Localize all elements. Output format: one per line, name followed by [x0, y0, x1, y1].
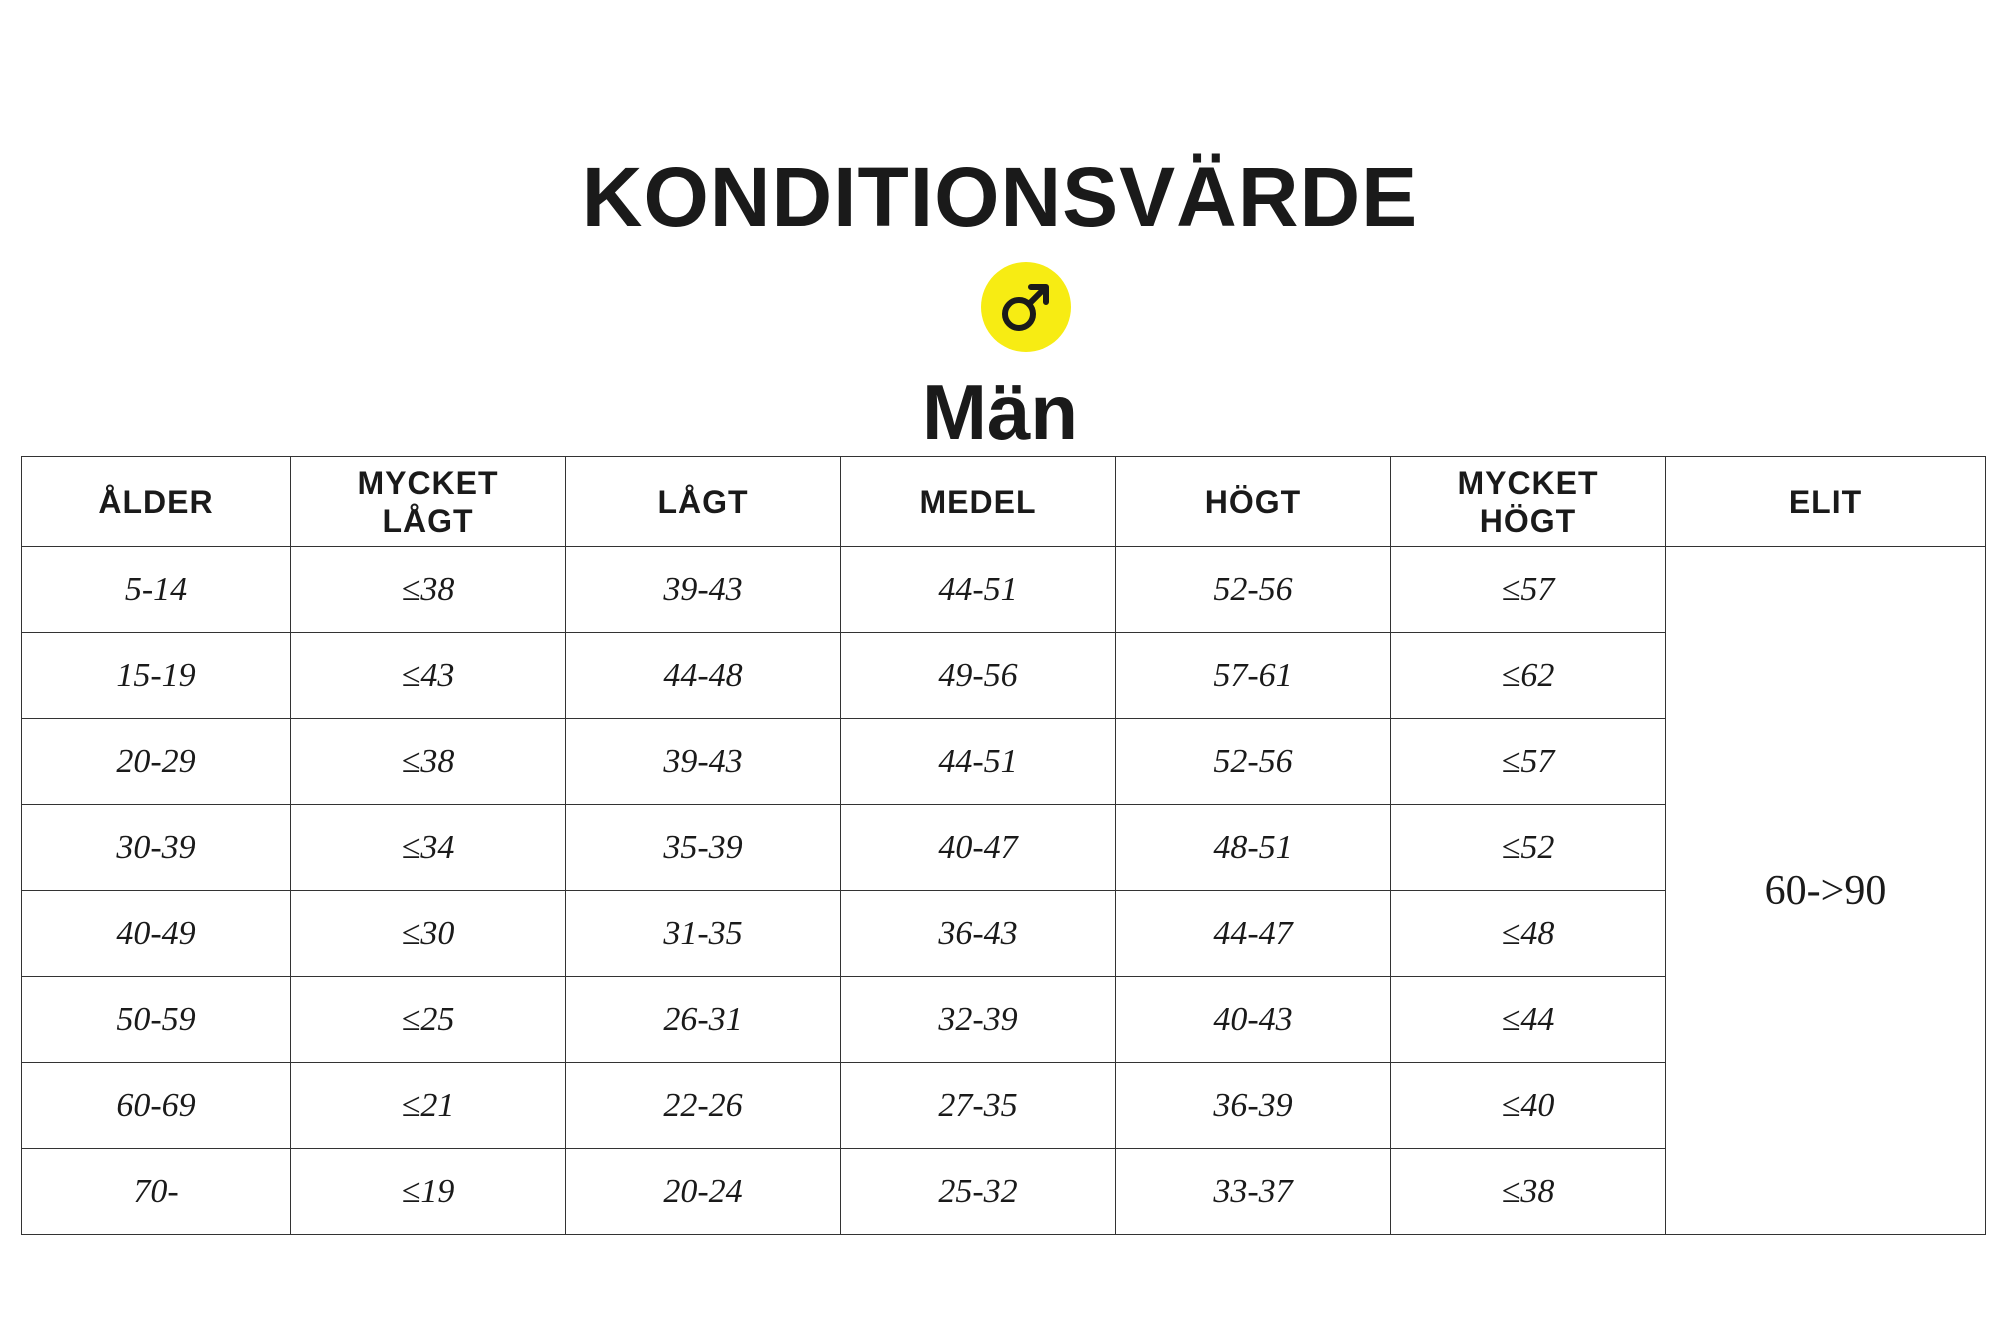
cell-age: 30-39: [22, 805, 291, 891]
cell-very-low: ≤38: [291, 547, 566, 633]
header-high: HÖGT: [1116, 457, 1391, 547]
cell-low: 44-48: [566, 633, 841, 719]
header-very-low: MYCKET LÅGT: [291, 457, 566, 547]
cell-low: 39-43: [566, 547, 841, 633]
cell-very-low: ≤25: [291, 977, 566, 1063]
male-icon: [981, 262, 1071, 352]
cell-very-high: ≤57: [1391, 547, 1666, 633]
cell-medium: 49-56: [841, 633, 1116, 719]
table-row: [22, 547, 1986, 633]
table-header-row: [22, 457, 1986, 547]
cell-low: 22-26: [566, 1063, 841, 1149]
header-age: ÅLDER: [22, 457, 291, 547]
cell-age: 50-59: [22, 977, 291, 1063]
cell-low: 35-39: [566, 805, 841, 891]
cell-high: 48-51: [1116, 805, 1391, 891]
cell-high: 36-39: [1116, 1063, 1391, 1149]
cell-high: 33-37: [1116, 1149, 1391, 1235]
header-very-high: MYCKET HÖGT: [1391, 457, 1666, 547]
cell-high: 44-47: [1116, 891, 1391, 977]
cell-age: 40-49: [22, 891, 291, 977]
cell-medium: 40-47: [841, 805, 1116, 891]
cell-elite: 60->90: [1666, 547, 1986, 1235]
cell-medium: 27-35: [841, 1063, 1116, 1149]
cell-age: 20-29: [22, 719, 291, 805]
cell-low: 31-35: [566, 891, 841, 977]
cell-very-low: ≤38: [291, 719, 566, 805]
cell-age: 15-19: [22, 633, 291, 719]
cell-very-high: ≤62: [1391, 633, 1666, 719]
cell-low: 26-31: [566, 977, 841, 1063]
cell-medium: 44-51: [841, 547, 1116, 633]
cell-very-high: ≤57: [1391, 719, 1666, 805]
header-low: LÅGT: [566, 457, 841, 547]
cell-low: 20-24: [566, 1149, 841, 1235]
cell-high: 40-43: [1116, 977, 1391, 1063]
male-symbol-badge: [981, 262, 1071, 352]
cell-high: 57-61: [1116, 633, 1391, 719]
cell-very-low: ≤21: [291, 1063, 566, 1149]
cell-medium: 36-43: [841, 891, 1116, 977]
cell-medium: 44-51: [841, 719, 1116, 805]
header-elite: ELIT: [1666, 457, 1986, 547]
header-medium: MEDEL: [841, 457, 1116, 547]
cell-medium: 32-39: [841, 977, 1116, 1063]
cell-very-low: ≤34: [291, 805, 566, 891]
cell-very-high: ≤44: [1391, 977, 1666, 1063]
page-title: KONDITIONSVÄRDE: [581, 150, 1419, 244]
cell-high: 52-56: [1116, 547, 1391, 633]
fitness-table: [21, 456, 1986, 1235]
cell-low: 39-43: [566, 719, 841, 805]
cell-age: 60-69: [22, 1063, 291, 1149]
cell-very-high: ≤38: [1391, 1149, 1666, 1235]
cell-very-high: ≤48: [1391, 891, 1666, 977]
cell-age: 5-14: [22, 547, 291, 633]
cell-medium: 25-32: [841, 1149, 1116, 1235]
cell-very-low: ≤30: [291, 891, 566, 977]
cell-high: 52-56: [1116, 719, 1391, 805]
gender-label: Män: [922, 368, 1078, 456]
cell-very-high: ≤52: [1391, 805, 1666, 891]
cell-very-low: ≤43: [291, 633, 566, 719]
cell-very-low: ≤19: [291, 1149, 566, 1235]
cell-very-high: ≤40: [1391, 1063, 1666, 1149]
cell-age: 70-: [22, 1149, 291, 1235]
